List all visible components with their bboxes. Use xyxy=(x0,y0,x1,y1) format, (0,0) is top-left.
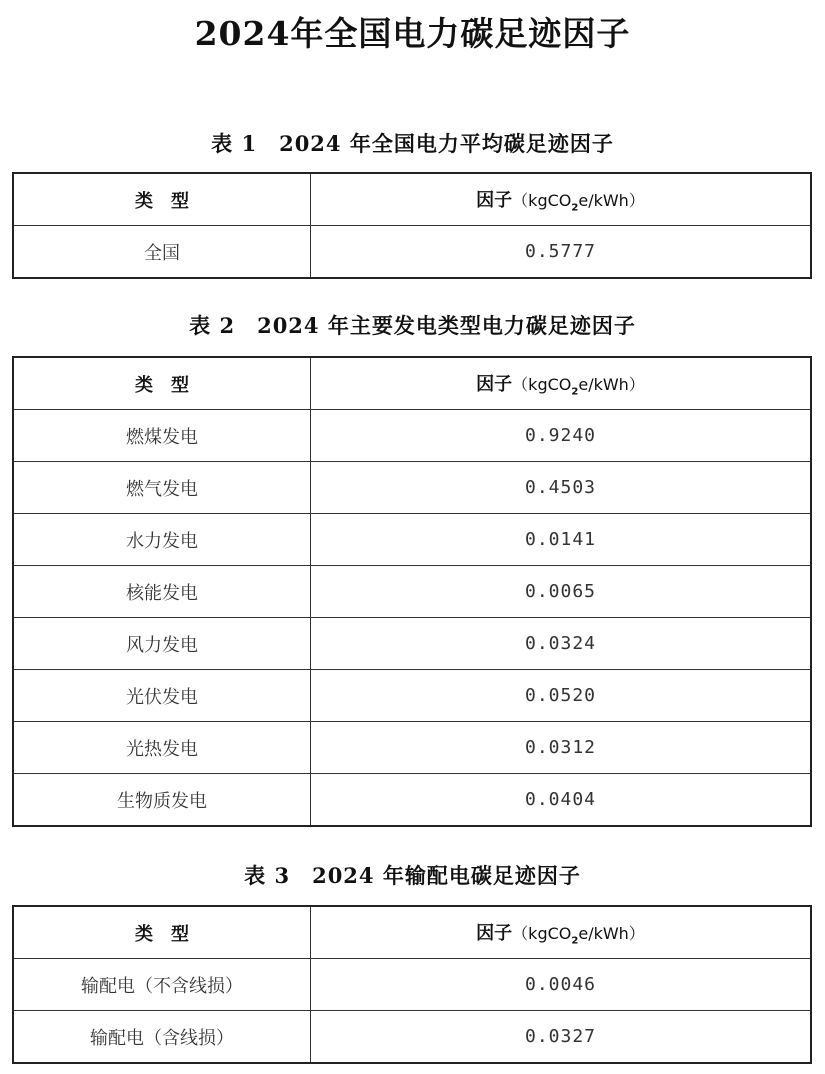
table-header-row xyxy=(13,173,811,226)
table-2 xyxy=(12,356,812,827)
header-unit-sub: 2 xyxy=(571,386,579,398)
table-row xyxy=(13,959,811,1011)
header-factor-label: 因子 xyxy=(476,189,513,211)
type-cell: 光热发电 xyxy=(13,722,311,774)
factor-cell: 0.0065 xyxy=(311,566,812,618)
table-row xyxy=(13,566,811,618)
header-type: 类 型 xyxy=(13,906,311,959)
header-factor xyxy=(311,906,812,959)
factor-cell: 0.5777 xyxy=(311,226,812,279)
table-row xyxy=(13,774,811,827)
header-unit-open: （kgCO xyxy=(512,923,572,943)
page-title: 2024年全国电力碳足迹因子 xyxy=(194,14,631,53)
type-cell: 光伏发电 xyxy=(13,670,311,722)
table-row xyxy=(13,462,811,514)
header-type: 类 型 xyxy=(13,173,311,226)
header-unit-sub: 2 xyxy=(571,202,579,214)
header-unit-open: （kgCO xyxy=(512,190,572,210)
table-row xyxy=(13,226,811,279)
header-unit-open: （kgCO xyxy=(512,374,572,394)
table-header-row xyxy=(13,357,811,410)
table-row xyxy=(13,1011,811,1064)
header-unit-close: e/kWh） xyxy=(578,374,645,394)
factor-cell: 0.0141 xyxy=(311,514,812,566)
header-unit-close: e/kWh） xyxy=(578,190,645,210)
header-unit-close: e/kWh） xyxy=(578,923,645,943)
type-cell: 燃煤发电 xyxy=(13,410,311,462)
type-cell: 生物质发电 xyxy=(13,774,311,827)
table-row xyxy=(13,722,811,774)
type-cell: 水力发电 xyxy=(13,514,311,566)
table-3-caption: 表 3 2024 年输配电碳足迹因子 xyxy=(244,863,581,888)
table-row xyxy=(13,514,811,566)
table-1 xyxy=(12,172,812,279)
table-row xyxy=(13,670,811,722)
type-cell: 风力发电 xyxy=(13,618,311,670)
table-1-caption: 表 1 2024 年全国电力平均碳足迹因子 xyxy=(211,131,614,156)
table-3 xyxy=(12,905,812,1064)
table-row xyxy=(13,410,811,462)
type-cell: 输配电（含线损） xyxy=(13,1011,311,1064)
type-cell: 核能发电 xyxy=(13,566,311,618)
factor-cell: 0.0327 xyxy=(311,1011,812,1064)
factor-cell: 0.4503 xyxy=(311,462,812,514)
header-factor-label: 因子 xyxy=(476,373,513,395)
factor-cell: 0.0520 xyxy=(311,670,812,722)
table-header-row xyxy=(13,906,811,959)
factor-cell: 0.0324 xyxy=(311,618,812,670)
table-row xyxy=(13,618,811,670)
type-cell: 燃气发电 xyxy=(13,462,311,514)
header-factor-label: 因子 xyxy=(476,922,513,944)
table-2-caption: 表 2 2024 年主要发电类型电力碳足迹因子 xyxy=(189,313,636,338)
header-unit-sub: 2 xyxy=(571,935,579,947)
factor-cell: 0.0312 xyxy=(311,722,812,774)
type-cell: 输配电（不含线损） xyxy=(13,959,311,1011)
header-type: 类 型 xyxy=(13,357,311,410)
factor-cell: 0.9240 xyxy=(311,410,812,462)
type-cell: 全国 xyxy=(13,226,311,279)
header-factor xyxy=(311,173,812,226)
header-factor xyxy=(311,357,812,410)
factor-cell: 0.0046 xyxy=(311,959,812,1011)
factor-cell: 0.0404 xyxy=(311,774,812,827)
